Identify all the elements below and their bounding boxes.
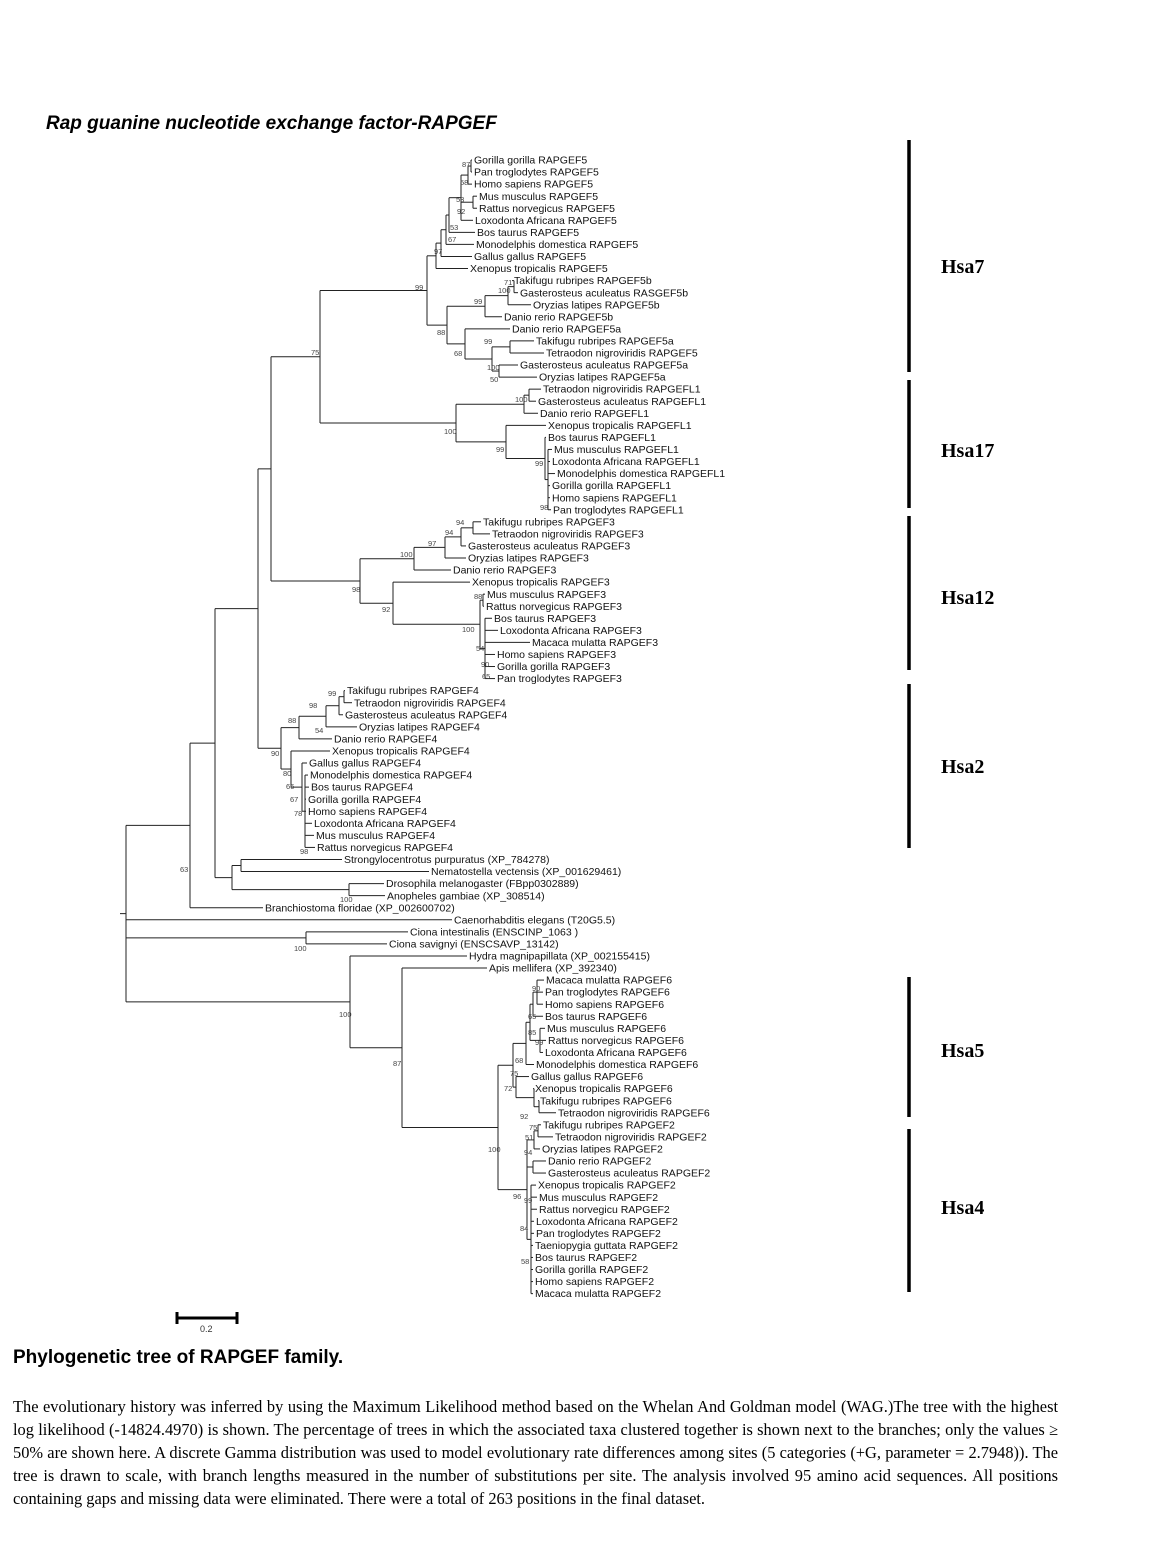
taxon-label: Bos taurus RAPGEF6 [545, 1010, 648, 1023]
taxon-label: Takifugu rubripes RAPGEF5b [514, 275, 652, 288]
scale-bar-label: 0.2 [200, 1324, 213, 1334]
bootstrap-value: 100 [488, 1145, 501, 1154]
bootstrap-value: 98 [352, 585, 361, 594]
bootstrap-value: 100 [294, 944, 307, 953]
bootstrap-value: 100 [515, 395, 528, 404]
bootstrap-value: 54 [476, 644, 485, 653]
taxon-label: Danio rerio RAPGEFL1 [540, 407, 650, 420]
group-label: Hsa7 [941, 256, 985, 278]
taxon-label: Mus musculus RAPGEFL1 [554, 444, 679, 457]
taxon-label: Nematostella vectensis (XP_001629461) [431, 866, 622, 879]
taxon-label: Mus musculus RAPGEF2 [539, 1191, 659, 1204]
bootstrap-value: 65 [528, 1012, 537, 1021]
taxon-label: Gasterosteus aculeatus RAPGEFL1 [538, 395, 707, 408]
taxon-label: Xenopus tropicalis RAPGEF5 [470, 263, 608, 276]
taxon-label: Macaca mulatta RAPGEF3 [532, 637, 659, 649]
taxon-label: Bos taurus RAPGEF4 [311, 781, 414, 794]
taxon-label: Xenopus tropicalis RAPGEF4 [332, 745, 470, 758]
taxon-label: Loxodonta Africana RAPGEF4 [314, 817, 456, 830]
taxon-label: Apis mellifera (XP_392340) [489, 962, 617, 975]
bootstrap-value: 88 [437, 328, 446, 337]
taxon-label: Loxodonta Africana RAPGEF2 [536, 1215, 678, 1228]
taxon-label: Takifugu rubripes RAPGEF2 [543, 1119, 675, 1132]
taxon-label: Pan troglodytes RAPGEF5 [474, 166, 599, 179]
taxon-label: Danio rerio RAPGEF4 [334, 733, 438, 746]
taxon-label: Mus musculus RAPGEF5 [479, 190, 599, 203]
taxon-label: Danio rerio RAPGEF5a [512, 323, 622, 336]
taxon-label: Homo sapiens RAPGEF6 [545, 998, 665, 1011]
bootstrap-value: 100 [462, 625, 475, 634]
bootstrap-value: 88 [474, 592, 483, 601]
group-label: Hsa4 [941, 1197, 985, 1219]
taxon-label: Gasterosteus aculeatus RAPGEF4 [345, 709, 508, 722]
bootstrap-value: 87 [462, 160, 471, 169]
bootstrap-value: 50 [490, 375, 499, 384]
taxon-label: Bos taurus RAPGEFL1 [548, 431, 656, 444]
taxon-label: Homo sapiens RAPGEF2 [535, 1276, 655, 1289]
bootstrap-value: 97 [428, 539, 437, 548]
taxon-label: Monodelphis domestica RAPGEFL1 [557, 468, 726, 481]
bootstrap-value: 88 [288, 716, 297, 725]
taxon-label: Mus musculus RAPGEF3 [487, 588, 607, 601]
bootstrap-value: 68 [515, 1056, 524, 1065]
taxon-label: Oryzias latipes RAPGEF2 [542, 1143, 663, 1156]
taxon-label: Pan troglodytes RAPGEF3 [497, 673, 622, 686]
bootstrap-value: 94 [456, 518, 465, 527]
bootstrap-value: 99 [535, 459, 544, 468]
group-label: Hsa2 [941, 756, 985, 778]
taxon-label: Loxodonta Africana RAPGEF5 [475, 214, 617, 227]
bootstrap-value: 90 [271, 749, 280, 758]
taxon-label: Takifugu rubripes RAPGEF3 [483, 516, 615, 529]
taxon-label: Xenopus tropicalis RAPGEF6 [535, 1083, 673, 1096]
taxon-label: Tetraodon nigroviridis RAPGEF2 [555, 1131, 707, 1144]
bootstrap-value: 75 [529, 1123, 538, 1132]
taxon-label: Takifugu rubripes RAPGEF6 [540, 1095, 672, 1108]
taxon-label: Takifugu rubripes RAPGEF4 [347, 685, 479, 698]
taxon-label: Oryzias latipes RAPGEF4 [359, 721, 480, 734]
taxon-label: Oryzias latipes RAPGEF5b [533, 299, 660, 312]
bootstrap-value: 99 [524, 1196, 533, 1205]
taxon-label: Rattus norvegicus RAPGEF4 [317, 842, 453, 855]
bootstrap-value: 66 [286, 782, 295, 791]
taxon-label: Tetraodon nigroviridis RAPGEFL1 [543, 383, 701, 396]
taxon-label: Ciona intestinalis (ENSCINP_1063 ) [410, 926, 579, 939]
taxon-label: Homo sapiens RAPGEFL1 [552, 492, 677, 505]
taxon-label: Pan troglodytes RAPGEF6 [545, 986, 670, 999]
bootstrap-value: 92 [457, 207, 466, 216]
taxon-label: Rattus norvegicus RAPGEF5 [479, 202, 615, 215]
taxon-label: Oryzias latipes RAPGEF5a [539, 371, 666, 384]
bootstrap-value: 75 [311, 348, 320, 357]
chromosome-group-bars [909, 140, 994, 1292]
bootstrap-value: 98 [540, 503, 549, 512]
taxon-label: Xenopus tropicalis RAPGEFL1 [548, 419, 692, 432]
taxon-label: Homo sapiens RAPGEF3 [497, 649, 617, 662]
bootstrap-value: 53 [450, 223, 459, 232]
bootstrap-value: 54 [315, 726, 324, 735]
bootstrap-value: 87 [393, 1059, 402, 1068]
taxon-label: Gasterosteus aculeatus RAPGEF5a [520, 359, 689, 372]
bootstrap-value: 80 [283, 769, 292, 778]
taxon-label: Caenorhabditis elegans (T20G5.5) [454, 914, 616, 927]
taxon-label: Gasterosteus aculeatus RAPGEF3 [468, 540, 631, 553]
bootstrap-value: 96 [513, 1192, 522, 1201]
taxon-label: Danio rerio RAPGEF3 [453, 564, 557, 577]
taxon-label: Xenopus tropicalis RAPGEF2 [538, 1179, 676, 1192]
taxon-label: Homo sapiens RAPGEF4 [308, 805, 428, 818]
taxon-label: Tetraodon nigroviridis RAPGEF3 [492, 528, 644, 541]
taxon-label: Gorilla gorilla RAPGEF5 [474, 154, 588, 167]
bootstrap-value: 100 [487, 363, 500, 372]
bootstrap-value: 68 [454, 349, 463, 358]
taxon-label: Bos taurus RAPGEF5 [477, 226, 580, 239]
bootstrap-value: 100 [498, 286, 511, 295]
bootstrap-value: 75 [510, 1069, 519, 1078]
taxon-label: Gallus gallus RAPGEF4 [309, 757, 422, 770]
taxon-label: Mus musculus RAPGEF4 [316, 829, 436, 842]
taxon-label: Monodelphis domestica RAPGEF6 [536, 1059, 699, 1072]
bootstrap-value: 58 [460, 178, 469, 187]
taxon-label: Anopheles gambiae (XP_308514) [387, 890, 545, 903]
figure-title: Rap guanine nucleotide exchange factor-RAPGEF [46, 113, 497, 134]
bootstrap-value: 98 [309, 701, 318, 710]
bootstrap-value: 99 [328, 689, 337, 698]
taxon-label: Mus musculus RAPGEF6 [547, 1022, 667, 1035]
bootstrap-value: 97 [434, 247, 443, 256]
taxon-label: Xenopus tropicalis RAPGEF3 [472, 576, 610, 589]
taxon-label: Rattus norvegicus RAPGEF6 [548, 1034, 684, 1047]
bootstrap-value: 58 [521, 1257, 530, 1266]
bootstrap-value: 53 [456, 195, 465, 204]
bootstrap-value: 72 [504, 1084, 513, 1093]
taxon-label: Gasterosteus aculeatus RAPGEF2 [548, 1167, 711, 1180]
bootstrap-value: 71 [504, 278, 513, 287]
taxon-label: Pan troglodytes RAPGEFL1 [553, 504, 684, 517]
bootstrap-value: 100 [444, 427, 457, 436]
bootstrap-value: 51 [525, 1133, 534, 1142]
taxon-label: Taeniopygia guttata RAPGEF2 [535, 1240, 679, 1252]
taxon-label: Gorilla gorilla RAPGEF2 [535, 1264, 649, 1277]
bootstrap-value: 78 [294, 809, 303, 818]
taxon-label: Oryzias latipes RAPGEF3 [468, 552, 589, 565]
bootstrap-value: 99 [474, 297, 483, 306]
taxon-label: Macaca mulatta RAPGEF2 [535, 1288, 662, 1301]
taxon-label: Takifugu rubripes RAPGEF5a [536, 335, 674, 348]
bootstrap-value: 100 [400, 550, 413, 559]
bootstrap-value: 67 [290, 795, 299, 804]
taxon-label: Loxodonta Africana RAPGEFL1 [552, 456, 700, 469]
bootstrap-value: 67 [448, 235, 457, 244]
taxon-label: Rattus norvegicus RAPGEF3 [486, 600, 622, 613]
bootstrap-value: 84 [520, 1224, 529, 1233]
taxon-label: Branchiostoma floridae (XP_002600702) [265, 902, 455, 915]
group-label: Hsa17 [941, 440, 995, 462]
taxon-label: Rattus norvegicu RAPGEF2 [539, 1203, 670, 1216]
bootstrap-value: 90 [532, 984, 541, 993]
taxon-label: Monodelphis domestica RAPGEF4 [310, 769, 473, 782]
bootstrap-value: 99 [415, 283, 424, 292]
group-label: Hsa12 [941, 587, 995, 609]
taxon-label: Macaca mulatta RAPGEF6 [546, 974, 673, 987]
taxon-labels [265, 155, 725, 1301]
bootstrap-value: 65 [482, 672, 491, 681]
taxon-label: Drosophila melanogaster (FBpp0302889) [386, 878, 579, 891]
tree-branches [120, 160, 556, 1294]
taxon-label: Bos taurus RAPGEF3 [494, 612, 597, 625]
taxon-label: Loxodonta Africana RAPGEF3 [500, 624, 642, 637]
taxon-label: Gorilla gorilla RAPGEFL1 [552, 480, 672, 493]
taxon-label: Gallus gallus RAPGEF6 [531, 1071, 644, 1084]
taxon-label: Loxodonta Africana RAPGEF6 [545, 1047, 687, 1060]
taxon-label: Monodelphis domestica RAPGEF5 [476, 239, 639, 252]
taxon-label: Tetraodon nigroviridis RAPGEF6 [558, 1107, 710, 1120]
taxon-label: Strongylocentrotus purpuratus (XP_784278) [344, 854, 550, 867]
taxon-label: Ciona savignyi (ENSCSAVP_13142) [389, 938, 559, 951]
bootstrap-value: 99 [496, 445, 505, 454]
taxon-label: Gasterosteus aculeatus RASGEF5b [520, 287, 689, 300]
bootstrap-value: 94 [445, 528, 454, 537]
bootstrap-value: 63 [180, 865, 189, 874]
taxon-label: Gallus gallus RAPGEF5 [474, 251, 587, 264]
caption-body: The evolutionary history was inferred by using the Maximum Likelihood method based on the Whelan And Goldman model (WAG.)The tree with the highest log likelihood (-14824.4970) is shown. The percentage of trees in which the associated taxa clustered together is shown next to the branches; only the values ≥ 50% are shown here. A discrete Gamma distribution was used to model evolutionary rate differences among sites (5 categories (+G, parameter = 2.7948)). The tree is drawn to scale, with branch lengths measured in the number of substitutions per site. The analysis involved 95 amino acid sequences. All positions containing gaps and missing data were eliminated. There were a total of 263 positions in the final dataset. [13, 1397, 1058, 1508]
group-label: Hsa5 [941, 1040, 985, 1062]
bootstrap-value: 92 [382, 605, 391, 614]
taxon-label: Tetraodon nigroviridis RAPGEF4 [354, 697, 506, 710]
taxon-label: Tetraodon nigroviridis RAPGEF5 [546, 347, 698, 360]
bootstrap-value: 98 [300, 847, 309, 856]
taxon-label: Gorilla gorilla RAPGEF3 [497, 661, 611, 674]
bootstrap-value: 100 [340, 895, 353, 904]
taxon-label: Homo sapiens RAPGEF5 [474, 178, 594, 191]
bootstrap-value: 99 [535, 1038, 544, 1047]
bootstrap-value: 90 [481, 660, 490, 669]
scale-bar [177, 1312, 237, 1334]
taxon-label: Bos taurus RAPGEF2 [535, 1252, 638, 1265]
taxon-label: Gorilla gorilla RAPGEF4 [308, 793, 422, 806]
bootstrap-value: 100 [339, 1010, 352, 1019]
taxon-label: Hydra magnipapillata (XP_002155415) [469, 950, 650, 963]
bootstrap-value: 92 [520, 1112, 529, 1121]
taxon-label: Danio rerio RAPGEF5b [504, 311, 614, 324]
caption-heading: Phylogenetic tree of RAPGEF family. [13, 1347, 344, 1368]
bootstrap-value: 94 [524, 1148, 533, 1157]
taxon-label: Pan troglodytes RAPGEF2 [536, 1227, 661, 1240]
taxon-label: Danio rerio RAPGEF2 [548, 1155, 652, 1168]
bootstrap-value: 99 [484, 337, 493, 346]
bootstrap-value: 85 [528, 1028, 537, 1037]
